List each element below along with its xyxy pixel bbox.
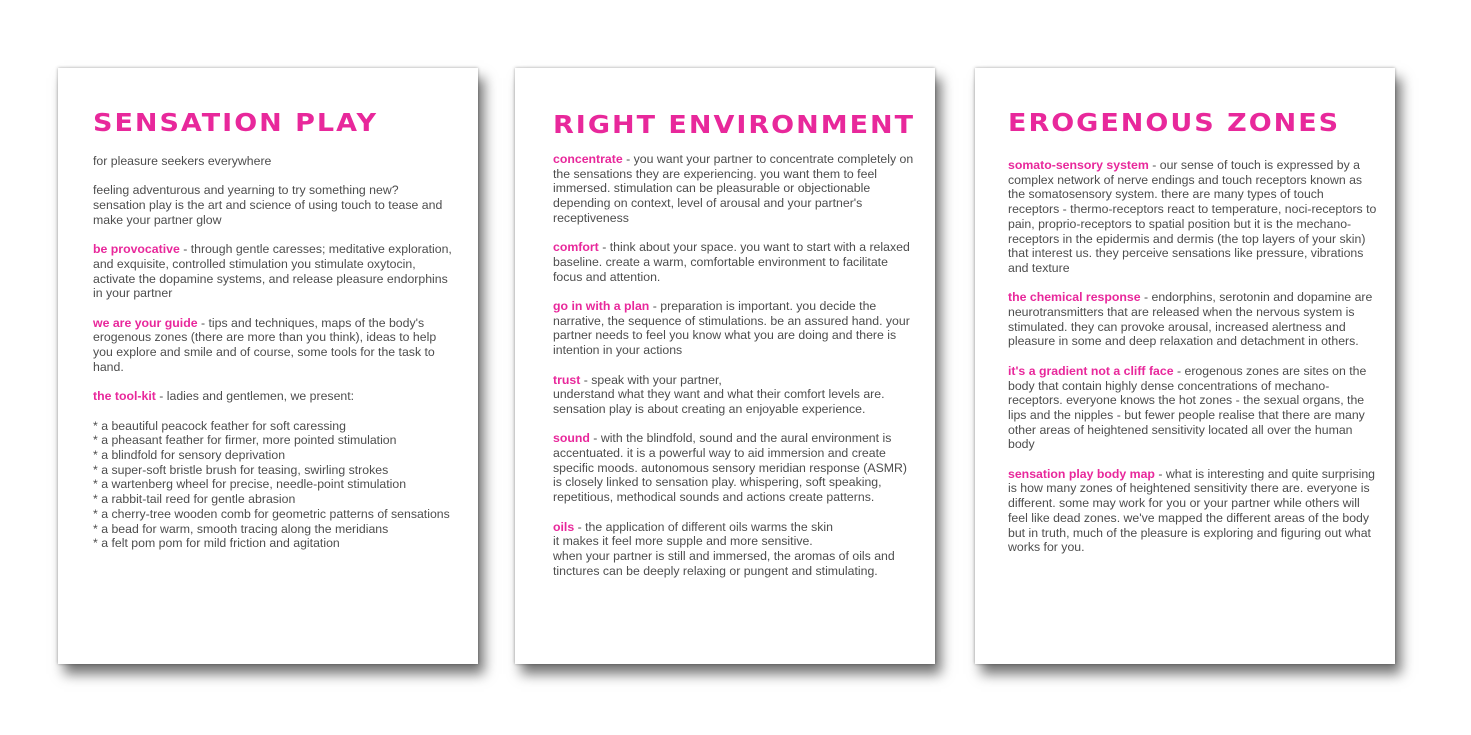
page-sensation-play [58,68,478,664]
page-body [1008,158,1377,555]
section-text: - with the blindfold, sound and the aural environment is accentuated. it is a powerful way to aid immersion and create specific moods. autonomous sensory meridian response (ASMR) is closely linked to sensation play. whispering, soft speaking, repetitious, methodical sounds and actions create patterns. [553,431,908,505]
page-erogenous-zones [975,68,1395,664]
section-paragraph [553,373,915,417]
section-text: - endorphins, serotonin and dopamine are neurotransmitters that are released when the nervous system is stimulated. they can provoke arousal, increased alertness and pleasure in some and deep relaxation and detachment in others. [1008,290,1373,349]
section-paragraph [93,389,454,404]
section-text: - our sense of touch is expressed by a complex network of nerve endings and touch receptors known as the somatosensory system. there are many types of touch receptors - thermo-receptors react to temperature, noci-receptors to pain, proprio-receptors to spatial position but it is the mechano-receptors in the epidermis and dermis (the top layers of your skin) that interest us. they perceive sensations like pressure, vibrations and texture [1008,158,1377,275]
section-heading: sound [553,431,590,446]
section-heading: trust [553,372,581,387]
section-heading: the chemical response [1008,290,1141,305]
page-title: RIGHT ENVIRONMENT [553,111,916,140]
section-paragraph [1008,158,1377,276]
list-item: * a super-soft bristle brush for teasing, swirling strokes [93,463,454,478]
page-body [93,154,454,551]
intro-paragraph: feeling adventurous and yearning to try something new? sensation play is the art and science of using touch to tease and make your partner glow [93,183,443,227]
list-item: * a beautiful peacock feather for soft caressing [93,419,454,434]
list-item: * a felt pom pom for mild friction and agitation [93,536,454,551]
list-item: * a wartenberg wheel for precise, needle-point stimulation [93,477,454,492]
section-paragraph [93,242,454,301]
page-body [553,152,915,578]
section-paragraph [93,316,454,375]
section-text: - think about your space. you want to start with a relaxed baseline. create a warm, comfortable environment to facilitate focus and attention. [553,240,910,284]
section-text: - you want your partner to concentrate completely on the sensations they are experiencing. you want them to feel immersed. stimulation can be pleasurable or objectionable depending on context, level of arousal and your partner's receptiveness [553,152,914,225]
section-paragraph [553,240,915,284]
list-item: * a bead for warm, smooth tracing along the meridians [93,522,454,537]
section-paragraph [1008,364,1377,452]
section-paragraph [553,431,915,505]
list-item: * a pheasant feather for firmer, more pointed stimulation [93,433,454,448]
section-heading: be provocative [93,242,180,257]
section-paragraph [1008,290,1377,349]
section-heading: comfort [553,240,599,255]
list-item: * a blindfold for sensory deprivation [93,448,454,463]
section-text: - ladies and gentlemen, we present: [155,389,355,404]
section-text: - erogenous zones are sites on the body that contain highly dense concentrations of mechano-receptors. everyone knows the hot zones - the sexual organs, the lips and the nipples - but fewer people realise that there are many other areas of heightened sensitivity located all over the human body [1008,363,1367,452]
page-right-environment [515,68,935,664]
section-heading: oils [553,519,575,534]
page-title: EROGENOUS ZONES [1008,109,1341,138]
section-paragraph [553,520,915,579]
list-item: * a cherry-tree wooden comb for geometric patterns of sensations [93,507,454,522]
page-title: SENSATION PLAY [93,109,379,138]
section-heading: the tool-kit [93,389,156,404]
section-text: - through gentle caresses; meditative exploration, and exquisite, controlled stimulation you stimulate oxytocin, activate the dopamine systems, and release pleasure endorphins in your partner [93,242,452,301]
toolkit-list [93,419,454,551]
list-item: * a rabbit-tail reed for gentle abrasion [93,492,454,507]
section-heading: go in with a plan [553,299,650,313]
section-text: - tips and techniques, maps of the body's erogenous zones (there are more than you think), ideas to help you explore and smile and of course, some tools for the task to hand. [93,315,437,374]
section-text: - preparation is important. you decide the narrative, the sequence of stimulations. be an assured hand. your partner needs to feel you know what you are doing and there is intention in your actions [553,299,910,358]
section-heading: we are your guide [93,315,198,330]
tagline: for pleasure seekers everywhere [93,154,272,168]
section-heading: concentrate [553,152,623,166]
section-text: - speak with your partner, understand what they want and what their comfort levels are. sensation play is about creating an enjoyable experience. [553,372,885,416]
section-text: - the application of different oils warms the skin it makes it feel more supple and more sensitive. when your partner is still and immersed, the aromas of oils and tinctures can be deeply relaxing or pungent and stimulating. [553,519,895,578]
section-paragraph [553,152,915,226]
section-heading: somato-sensory system [1008,158,1149,172]
section-heading: sensation play body map [1008,466,1155,481]
section-paragraph [553,299,915,358]
section-paragraph [1008,467,1377,555]
section-text: - what is interesting and quite surprising is how many zones of heightened sensitivity there are. everyone is different. some may work for you or your partner while others will feel like dead zones. we've mapped the different areas of the body but in truth, much of the pleasure is exploring and figuring out what works for you. [1008,466,1376,555]
section-heading: it's a gradient not a cliff face [1008,363,1174,378]
